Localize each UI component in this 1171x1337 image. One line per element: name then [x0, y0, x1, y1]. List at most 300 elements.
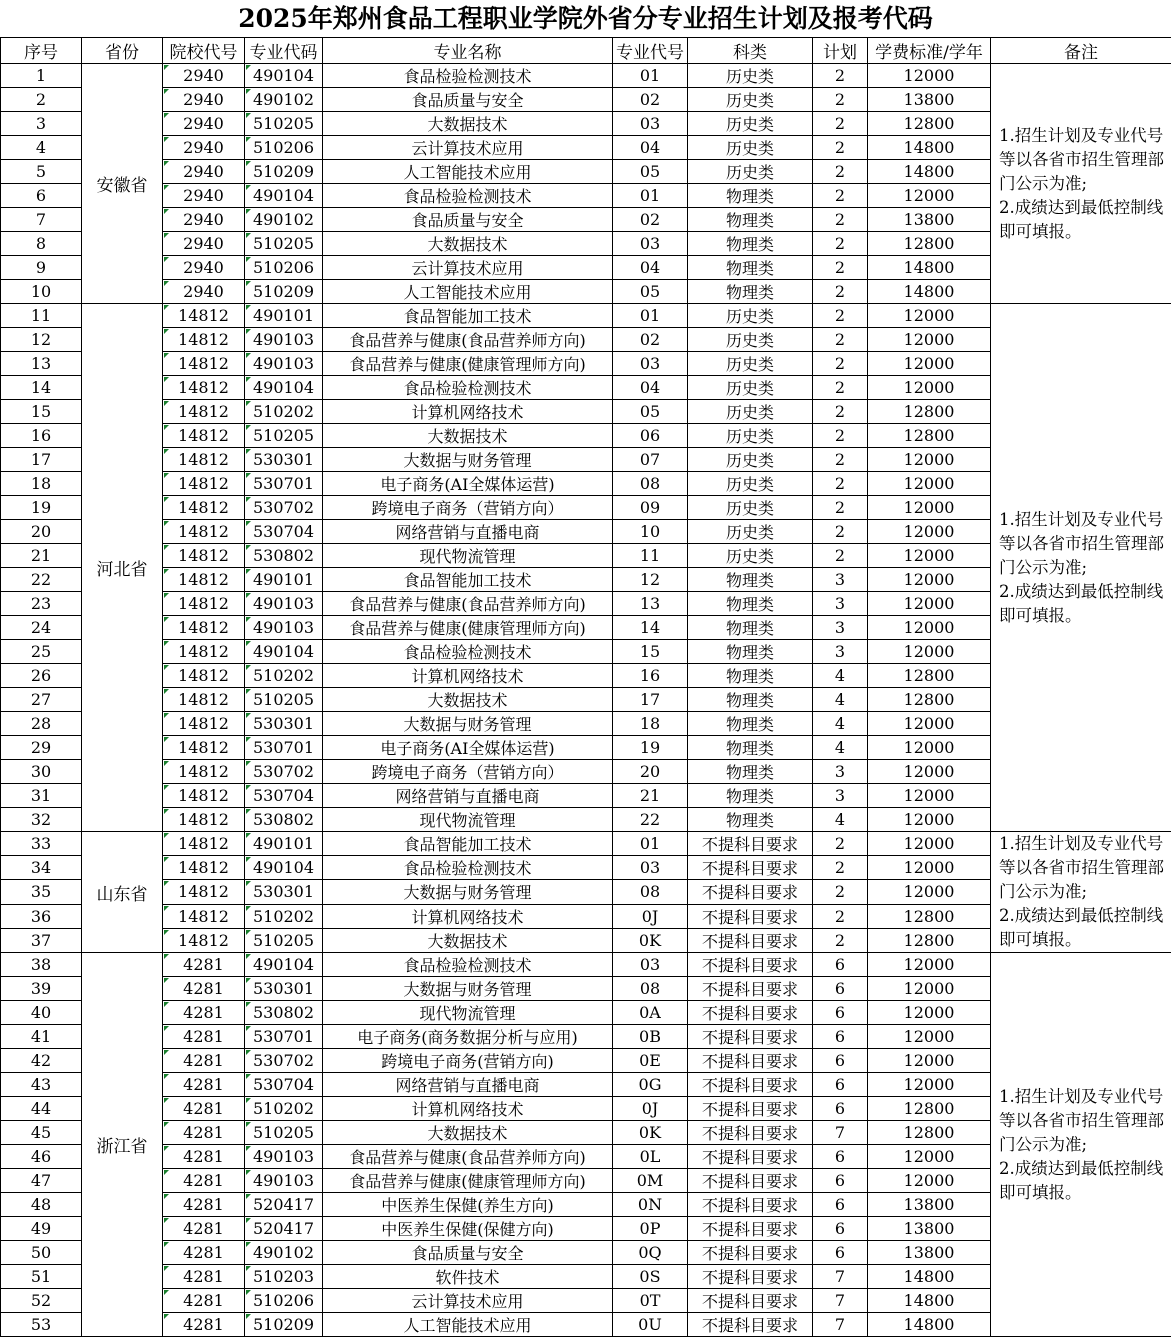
- tuition-cell: 12000: [868, 1145, 991, 1169]
- index-cell: 18: [1, 472, 82, 496]
- plan-cell: 6: [813, 1073, 868, 1097]
- plan-cell: 2: [813, 232, 868, 256]
- province-cell: 河北省: [82, 304, 163, 832]
- remarks-cell: [991, 64, 1171, 304]
- category-cell: 物理类: [688, 184, 813, 208]
- major-name-cell: 食品检验检测技术: [323, 640, 613, 664]
- major-code-cell: 510202: [245, 400, 323, 424]
- major-code-cell: 510202: [245, 1097, 323, 1121]
- major-number-cell: 03: [613, 352, 688, 376]
- school-code-cell: 14812: [163, 616, 245, 640]
- plan-cell: 7: [813, 1121, 868, 1145]
- plan-cell: 4: [813, 736, 868, 760]
- tuition-cell: 12000: [868, 616, 991, 640]
- major-number-cell: 17: [613, 688, 688, 712]
- plan-cell: 3: [813, 640, 868, 664]
- major-code-cell: 490103: [245, 1169, 323, 1193]
- school-code-cell: 4281: [163, 1049, 245, 1073]
- major-name-cell: 云计算技术应用: [323, 136, 613, 160]
- major-number-cell: 0P: [613, 1217, 688, 1241]
- school-code-cell: 2940: [163, 112, 245, 136]
- major-name-cell: 大数据技术: [323, 688, 613, 712]
- tuition-cell: 12800: [868, 688, 991, 712]
- remark-line: 2.成绩达到最低控制线即可填报。: [999, 196, 1167, 244]
- school-code-cell: 4281: [163, 1073, 245, 1097]
- major-name-cell: 跨境电子商务（营销方向）: [323, 760, 613, 784]
- school-code-cell: 14812: [163, 928, 245, 952]
- major-code-cell: 490101: [245, 568, 323, 592]
- category-cell: 历史类: [688, 160, 813, 184]
- category-cell: 历史类: [688, 88, 813, 112]
- index-cell: 47: [1, 1169, 82, 1193]
- major-name-cell: 跨境电子商务(营销方向): [323, 1049, 613, 1073]
- category-cell: 不提科目要求: [688, 856, 813, 880]
- major-name-cell: 食品营养与健康(食品营养师方向): [323, 328, 613, 352]
- plan-cell: 2: [813, 184, 868, 208]
- tuition-cell: 12000: [868, 544, 991, 568]
- major-name-cell: 云计算技术应用: [323, 1289, 613, 1313]
- major-code-cell: 490104: [245, 856, 323, 880]
- tuition-cell: 12000: [868, 472, 991, 496]
- tuition-cell: 12800: [868, 1121, 991, 1145]
- category-cell: 物理类: [688, 232, 813, 256]
- plan-cell: 2: [813, 904, 868, 928]
- tuition-cell: 12000: [868, 64, 991, 88]
- index-cell: 15: [1, 400, 82, 424]
- major-code-cell: 510205: [245, 232, 323, 256]
- major-name-cell: 食品营养与健康(健康管理师方向): [323, 616, 613, 640]
- major-name-cell: 大数据与财务管理: [323, 880, 613, 904]
- major-code-cell: 510205: [245, 688, 323, 712]
- tuition-cell: 12000: [868, 880, 991, 904]
- major-number-cell: 03: [613, 112, 688, 136]
- plan-cell: 2: [813, 208, 868, 232]
- province-cell: 山东省: [82, 832, 163, 953]
- major-number-cell: 0B: [613, 1025, 688, 1049]
- plan-cell: 3: [813, 616, 868, 640]
- tuition-cell: 14800: [868, 1289, 991, 1313]
- tuition-cell: 12800: [868, 112, 991, 136]
- index-cell: 26: [1, 664, 82, 688]
- category-cell: 物理类: [688, 208, 813, 232]
- category-cell: 历史类: [688, 376, 813, 400]
- remark-line: 1.招生计划及专业代号等以各省市招生管理部门公示为准;: [999, 1085, 1167, 1157]
- major-number-cell: 0S: [613, 1265, 688, 1289]
- plan-cell: 2: [813, 160, 868, 184]
- province-cell: 浙江省: [82, 953, 163, 1337]
- major-name-cell: 大数据技术: [323, 112, 613, 136]
- major-code-cell: 510203: [245, 1265, 323, 1289]
- school-code-cell: 14812: [163, 712, 245, 736]
- school-code-cell: 2940: [163, 280, 245, 304]
- major-name-cell: 大数据与财务管理: [323, 448, 613, 472]
- index-cell: 6: [1, 184, 82, 208]
- school-code-cell: 4281: [163, 1265, 245, 1289]
- major-name-cell: 网络营销与直播电商: [323, 520, 613, 544]
- school-code-cell: 14812: [163, 808, 245, 832]
- plan-cell: 4: [813, 808, 868, 832]
- school-code-cell: 14812: [163, 880, 245, 904]
- major-name-cell: 中医养生保健(养生方向): [323, 1193, 613, 1217]
- plan-cell: 2: [813, 544, 868, 568]
- major-code-cell: 510209: [245, 160, 323, 184]
- category-cell: 物理类: [688, 664, 813, 688]
- plan-cell: 6: [813, 1193, 868, 1217]
- header-index: 序号: [1, 38, 82, 64]
- index-cell: 3: [1, 112, 82, 136]
- index-cell: 41: [1, 1025, 82, 1049]
- major-name-cell: 计算机网络技术: [323, 1097, 613, 1121]
- plan-cell: 2: [813, 280, 868, 304]
- tuition-cell: 12000: [868, 376, 991, 400]
- header-school-code: 院校代号: [163, 38, 245, 64]
- category-cell: 物理类: [688, 808, 813, 832]
- major-number-cell: 0K: [613, 1121, 688, 1145]
- category-cell: 不提科目要求: [688, 953, 813, 977]
- major-number-cell: 12: [613, 568, 688, 592]
- category-cell: 不提科目要求: [688, 1241, 813, 1265]
- school-code-cell: 14812: [163, 376, 245, 400]
- tuition-cell: 12000: [868, 640, 991, 664]
- major-name-cell: 人工智能技术应用: [323, 280, 613, 304]
- category-cell: 不提科目要求: [688, 1001, 813, 1025]
- school-code-cell: 4281: [163, 1241, 245, 1265]
- plan-cell: 3: [813, 592, 868, 616]
- school-code-cell: 4281: [163, 1313, 245, 1337]
- major-name-cell: 大数据与财务管理: [323, 977, 613, 1001]
- major-name-cell: 人工智能技术应用: [323, 1313, 613, 1337]
- index-cell: 36: [1, 904, 82, 928]
- category-cell: 不提科目要求: [688, 1217, 813, 1241]
- header-category: 科类: [688, 38, 813, 64]
- school-code-cell: 14812: [163, 400, 245, 424]
- major-number-cell: 08: [613, 472, 688, 496]
- index-cell: 39: [1, 977, 82, 1001]
- category-cell: 物理类: [688, 784, 813, 808]
- index-cell: 30: [1, 760, 82, 784]
- plan-cell: 4: [813, 688, 868, 712]
- major-number-cell: 06: [613, 424, 688, 448]
- index-cell: 4: [1, 136, 82, 160]
- school-code-cell: 2940: [163, 64, 245, 88]
- major-code-cell: 490104: [245, 953, 323, 977]
- major-name-cell: 网络营销与直播电商: [323, 784, 613, 808]
- major-number-cell: 04: [613, 376, 688, 400]
- header-major-number: 专业代号: [613, 38, 688, 64]
- plan-cell: 2: [813, 376, 868, 400]
- major-name-cell: 电子商务(AI全媒体运营): [323, 736, 613, 760]
- category-cell: 不提科目要求: [688, 1073, 813, 1097]
- major-code-cell: 530301: [245, 712, 323, 736]
- category-cell: 不提科目要求: [688, 904, 813, 928]
- plan-cell: 4: [813, 664, 868, 688]
- tuition-cell: 14800: [868, 1313, 991, 1337]
- remark-line: 2.成绩达到最低控制线即可填报。: [999, 904, 1167, 952]
- major-number-cell: 0T: [613, 1289, 688, 1313]
- plan-cell: 2: [813, 112, 868, 136]
- plan-cell: 6: [813, 953, 868, 977]
- index-cell: 25: [1, 640, 82, 664]
- plan-cell: 2: [813, 304, 868, 328]
- tuition-cell: 12000: [868, 352, 991, 376]
- major-number-cell: 05: [613, 160, 688, 184]
- major-number-cell: 02: [613, 208, 688, 232]
- major-number-cell: 05: [613, 400, 688, 424]
- category-cell: 物理类: [688, 616, 813, 640]
- category-cell: 不提科目要求: [688, 1265, 813, 1289]
- major-number-cell: 0A: [613, 1001, 688, 1025]
- major-code-cell: 510206: [245, 136, 323, 160]
- plan-cell: 2: [813, 400, 868, 424]
- index-cell: 10: [1, 280, 82, 304]
- tuition-cell: 12000: [868, 784, 991, 808]
- major-name-cell: 食品检验检测技术: [323, 184, 613, 208]
- tuition-cell: 12000: [868, 808, 991, 832]
- index-cell: 16: [1, 424, 82, 448]
- major-number-cell: 08: [613, 977, 688, 1001]
- major-code-cell: 490103: [245, 328, 323, 352]
- major-code-cell: 530701: [245, 736, 323, 760]
- plan-cell: 3: [813, 568, 868, 592]
- major-number-cell: 18: [613, 712, 688, 736]
- major-name-cell: 云计算技术应用: [323, 256, 613, 280]
- school-code-cell: 4281: [163, 1145, 245, 1169]
- major-name-cell: 食品智能加工技术: [323, 568, 613, 592]
- index-cell: 12: [1, 328, 82, 352]
- major-number-cell: 03: [613, 856, 688, 880]
- remark-line: 2.成绩达到最低控制线即可填报。: [999, 580, 1167, 628]
- major-number-cell: 0M: [613, 1169, 688, 1193]
- major-code-cell: 530301: [245, 977, 323, 1001]
- major-code-cell: 510205: [245, 424, 323, 448]
- major-name-cell: 食品检验检测技术: [323, 856, 613, 880]
- school-code-cell: 14812: [163, 568, 245, 592]
- category-cell: 不提科目要求: [688, 1025, 813, 1049]
- category-cell: 历史类: [688, 64, 813, 88]
- header-major-name: 专业名称: [323, 38, 613, 64]
- tuition-cell: 12000: [868, 496, 991, 520]
- tuition-cell: 12000: [868, 1049, 991, 1073]
- category-cell: 历史类: [688, 472, 813, 496]
- major-code-cell: 510202: [245, 664, 323, 688]
- major-name-cell: 人工智能技术应用: [323, 160, 613, 184]
- major-name-cell: 食品质量与安全: [323, 88, 613, 112]
- index-cell: 13: [1, 352, 82, 376]
- major-code-cell: 490104: [245, 64, 323, 88]
- major-name-cell: 网络营销与直播电商: [323, 1073, 613, 1097]
- major-code-cell: 530802: [245, 544, 323, 568]
- enrollment-table: [0, 37, 1171, 1337]
- category-cell: 历史类: [688, 352, 813, 376]
- school-code-cell: 14812: [163, 496, 245, 520]
- major-code-cell: 530704: [245, 784, 323, 808]
- index-cell: 11: [1, 304, 82, 328]
- table-row: [1, 953, 1171, 977]
- tuition-cell: 13800: [868, 1241, 991, 1265]
- major-name-cell: 大数据技术: [323, 928, 613, 952]
- major-code-cell: 530704: [245, 1073, 323, 1097]
- category-cell: 不提科目要求: [688, 1121, 813, 1145]
- major-code-cell: 490104: [245, 184, 323, 208]
- major-name-cell: 现代物流管理: [323, 1001, 613, 1025]
- index-cell: 23: [1, 592, 82, 616]
- index-cell: 14: [1, 376, 82, 400]
- remark-line: 1.招生计划及专业代号等以各省市招生管理部门公示为准;: [999, 508, 1167, 580]
- major-name-cell: 食品检验检测技术: [323, 64, 613, 88]
- major-name-cell: 食品智能加工技术: [323, 832, 613, 856]
- school-code-cell: 4281: [163, 1193, 245, 1217]
- category-cell: 不提科目要求: [688, 928, 813, 952]
- major-name-cell: 中医养生保健(保健方向): [323, 1217, 613, 1241]
- major-number-cell: 01: [613, 304, 688, 328]
- major-number-cell: 0G: [613, 1073, 688, 1097]
- index-cell: 40: [1, 1001, 82, 1025]
- plan-cell: 6: [813, 977, 868, 1001]
- category-cell: 不提科目要求: [688, 1193, 813, 1217]
- major-number-cell: 15: [613, 640, 688, 664]
- tuition-cell: 12000: [868, 304, 991, 328]
- school-code-cell: 4281: [163, 1097, 245, 1121]
- header-plan: 计划: [813, 38, 868, 64]
- tuition-cell: 12800: [868, 424, 991, 448]
- plan-cell: 6: [813, 1025, 868, 1049]
- school-code-cell: 2940: [163, 160, 245, 184]
- major-name-cell: 计算机网络技术: [323, 904, 613, 928]
- tuition-cell: 14800: [868, 136, 991, 160]
- school-code-cell: 4281: [163, 1169, 245, 1193]
- tuition-cell: 12800: [868, 1097, 991, 1121]
- major-number-cell: 01: [613, 832, 688, 856]
- major-number-cell: 0L: [613, 1145, 688, 1169]
- school-code-cell: 4281: [163, 1001, 245, 1025]
- category-cell: 历史类: [688, 112, 813, 136]
- index-cell: 24: [1, 616, 82, 640]
- index-cell: 34: [1, 856, 82, 880]
- plan-cell: 6: [813, 1145, 868, 1169]
- major-number-cell: 21: [613, 784, 688, 808]
- category-cell: 不提科目要求: [688, 1169, 813, 1193]
- school-code-cell: 14812: [163, 472, 245, 496]
- major-number-cell: 03: [613, 953, 688, 977]
- major-code-cell: 490102: [245, 208, 323, 232]
- category-cell: 物理类: [688, 760, 813, 784]
- header-remarks: 备注: [991, 38, 1171, 64]
- index-cell: 44: [1, 1097, 82, 1121]
- school-code-cell: 2940: [163, 232, 245, 256]
- major-number-cell: 0Q: [613, 1241, 688, 1265]
- major-name-cell: 大数据技术: [323, 1121, 613, 1145]
- tuition-cell: 12800: [868, 664, 991, 688]
- school-code-cell: 14812: [163, 856, 245, 880]
- category-cell: 不提科目要求: [688, 1313, 813, 1337]
- major-name-cell: 大数据与财务管理: [323, 712, 613, 736]
- tuition-cell: 12000: [868, 856, 991, 880]
- table-body: [1, 64, 1171, 1337]
- index-cell: 43: [1, 1073, 82, 1097]
- tuition-cell: 14800: [868, 1265, 991, 1289]
- index-cell: 7: [1, 208, 82, 232]
- index-cell: 52: [1, 1289, 82, 1313]
- school-code-cell: 2940: [163, 184, 245, 208]
- index-cell: 48: [1, 1193, 82, 1217]
- school-code-cell: 14812: [163, 784, 245, 808]
- plan-cell: 3: [813, 760, 868, 784]
- remark-line: 2.成绩达到最低控制线即可填报。: [999, 1157, 1167, 1205]
- index-cell: 53: [1, 1313, 82, 1337]
- index-cell: 8: [1, 232, 82, 256]
- school-code-cell: 4281: [163, 977, 245, 1001]
- tuition-cell: 13800: [868, 1193, 991, 1217]
- category-cell: 历史类: [688, 424, 813, 448]
- category-cell: 物理类: [688, 712, 813, 736]
- school-code-cell: 2940: [163, 256, 245, 280]
- index-cell: 17: [1, 448, 82, 472]
- school-code-cell: 4281: [163, 1121, 245, 1145]
- school-code-cell: 14812: [163, 904, 245, 928]
- major-name-cell: 大数据技术: [323, 424, 613, 448]
- major-code-cell: 510205: [245, 112, 323, 136]
- major-number-cell: 0E: [613, 1049, 688, 1073]
- major-number-cell: 16: [613, 664, 688, 688]
- school-code-cell: 14812: [163, 328, 245, 352]
- index-cell: 37: [1, 928, 82, 952]
- plan-cell: 2: [813, 856, 868, 880]
- major-name-cell: 计算机网络技术: [323, 664, 613, 688]
- major-code-cell: 510205: [245, 1121, 323, 1145]
- major-number-cell: 02: [613, 88, 688, 112]
- major-name-cell: 食品质量与安全: [323, 208, 613, 232]
- major-name-cell: 食品检验检测技术: [323, 953, 613, 977]
- plan-cell: 6: [813, 1097, 868, 1121]
- remarks-cell: [991, 832, 1171, 953]
- school-code-cell: 14812: [163, 448, 245, 472]
- remarks-cell: [991, 953, 1171, 1337]
- major-code-cell: 530704: [245, 520, 323, 544]
- index-cell: 28: [1, 712, 82, 736]
- header-province: 省份: [82, 38, 163, 64]
- major-number-cell: 01: [613, 184, 688, 208]
- index-cell: 9: [1, 256, 82, 280]
- category-cell: 历史类: [688, 304, 813, 328]
- major-code-cell: 530702: [245, 496, 323, 520]
- school-code-cell: 2940: [163, 88, 245, 112]
- plan-cell: 4: [813, 712, 868, 736]
- major-number-cell: 08: [613, 880, 688, 904]
- school-code-cell: 14812: [163, 352, 245, 376]
- table-row: [1, 64, 1171, 88]
- major-code-cell: 510209: [245, 1313, 323, 1337]
- major-code-cell: 520417: [245, 1193, 323, 1217]
- tuition-cell: 12000: [868, 977, 991, 1001]
- major-code-cell: 490103: [245, 592, 323, 616]
- major-code-cell: 490104: [245, 640, 323, 664]
- plan-cell: 2: [813, 136, 868, 160]
- major-code-cell: 530701: [245, 472, 323, 496]
- plan-cell: 7: [813, 1289, 868, 1313]
- index-cell: 45: [1, 1121, 82, 1145]
- tuition-cell: 13800: [868, 88, 991, 112]
- tuition-cell: 14800: [868, 280, 991, 304]
- index-cell: 22: [1, 568, 82, 592]
- tuition-cell: 12000: [868, 328, 991, 352]
- index-cell: 35: [1, 880, 82, 904]
- index-cell: 33: [1, 832, 82, 856]
- major-code-cell: 530301: [245, 448, 323, 472]
- tuition-cell: 12000: [868, 568, 991, 592]
- major-number-cell: 09: [613, 496, 688, 520]
- header-major-code: 专业代码: [245, 38, 323, 64]
- tuition-cell: 12800: [868, 232, 991, 256]
